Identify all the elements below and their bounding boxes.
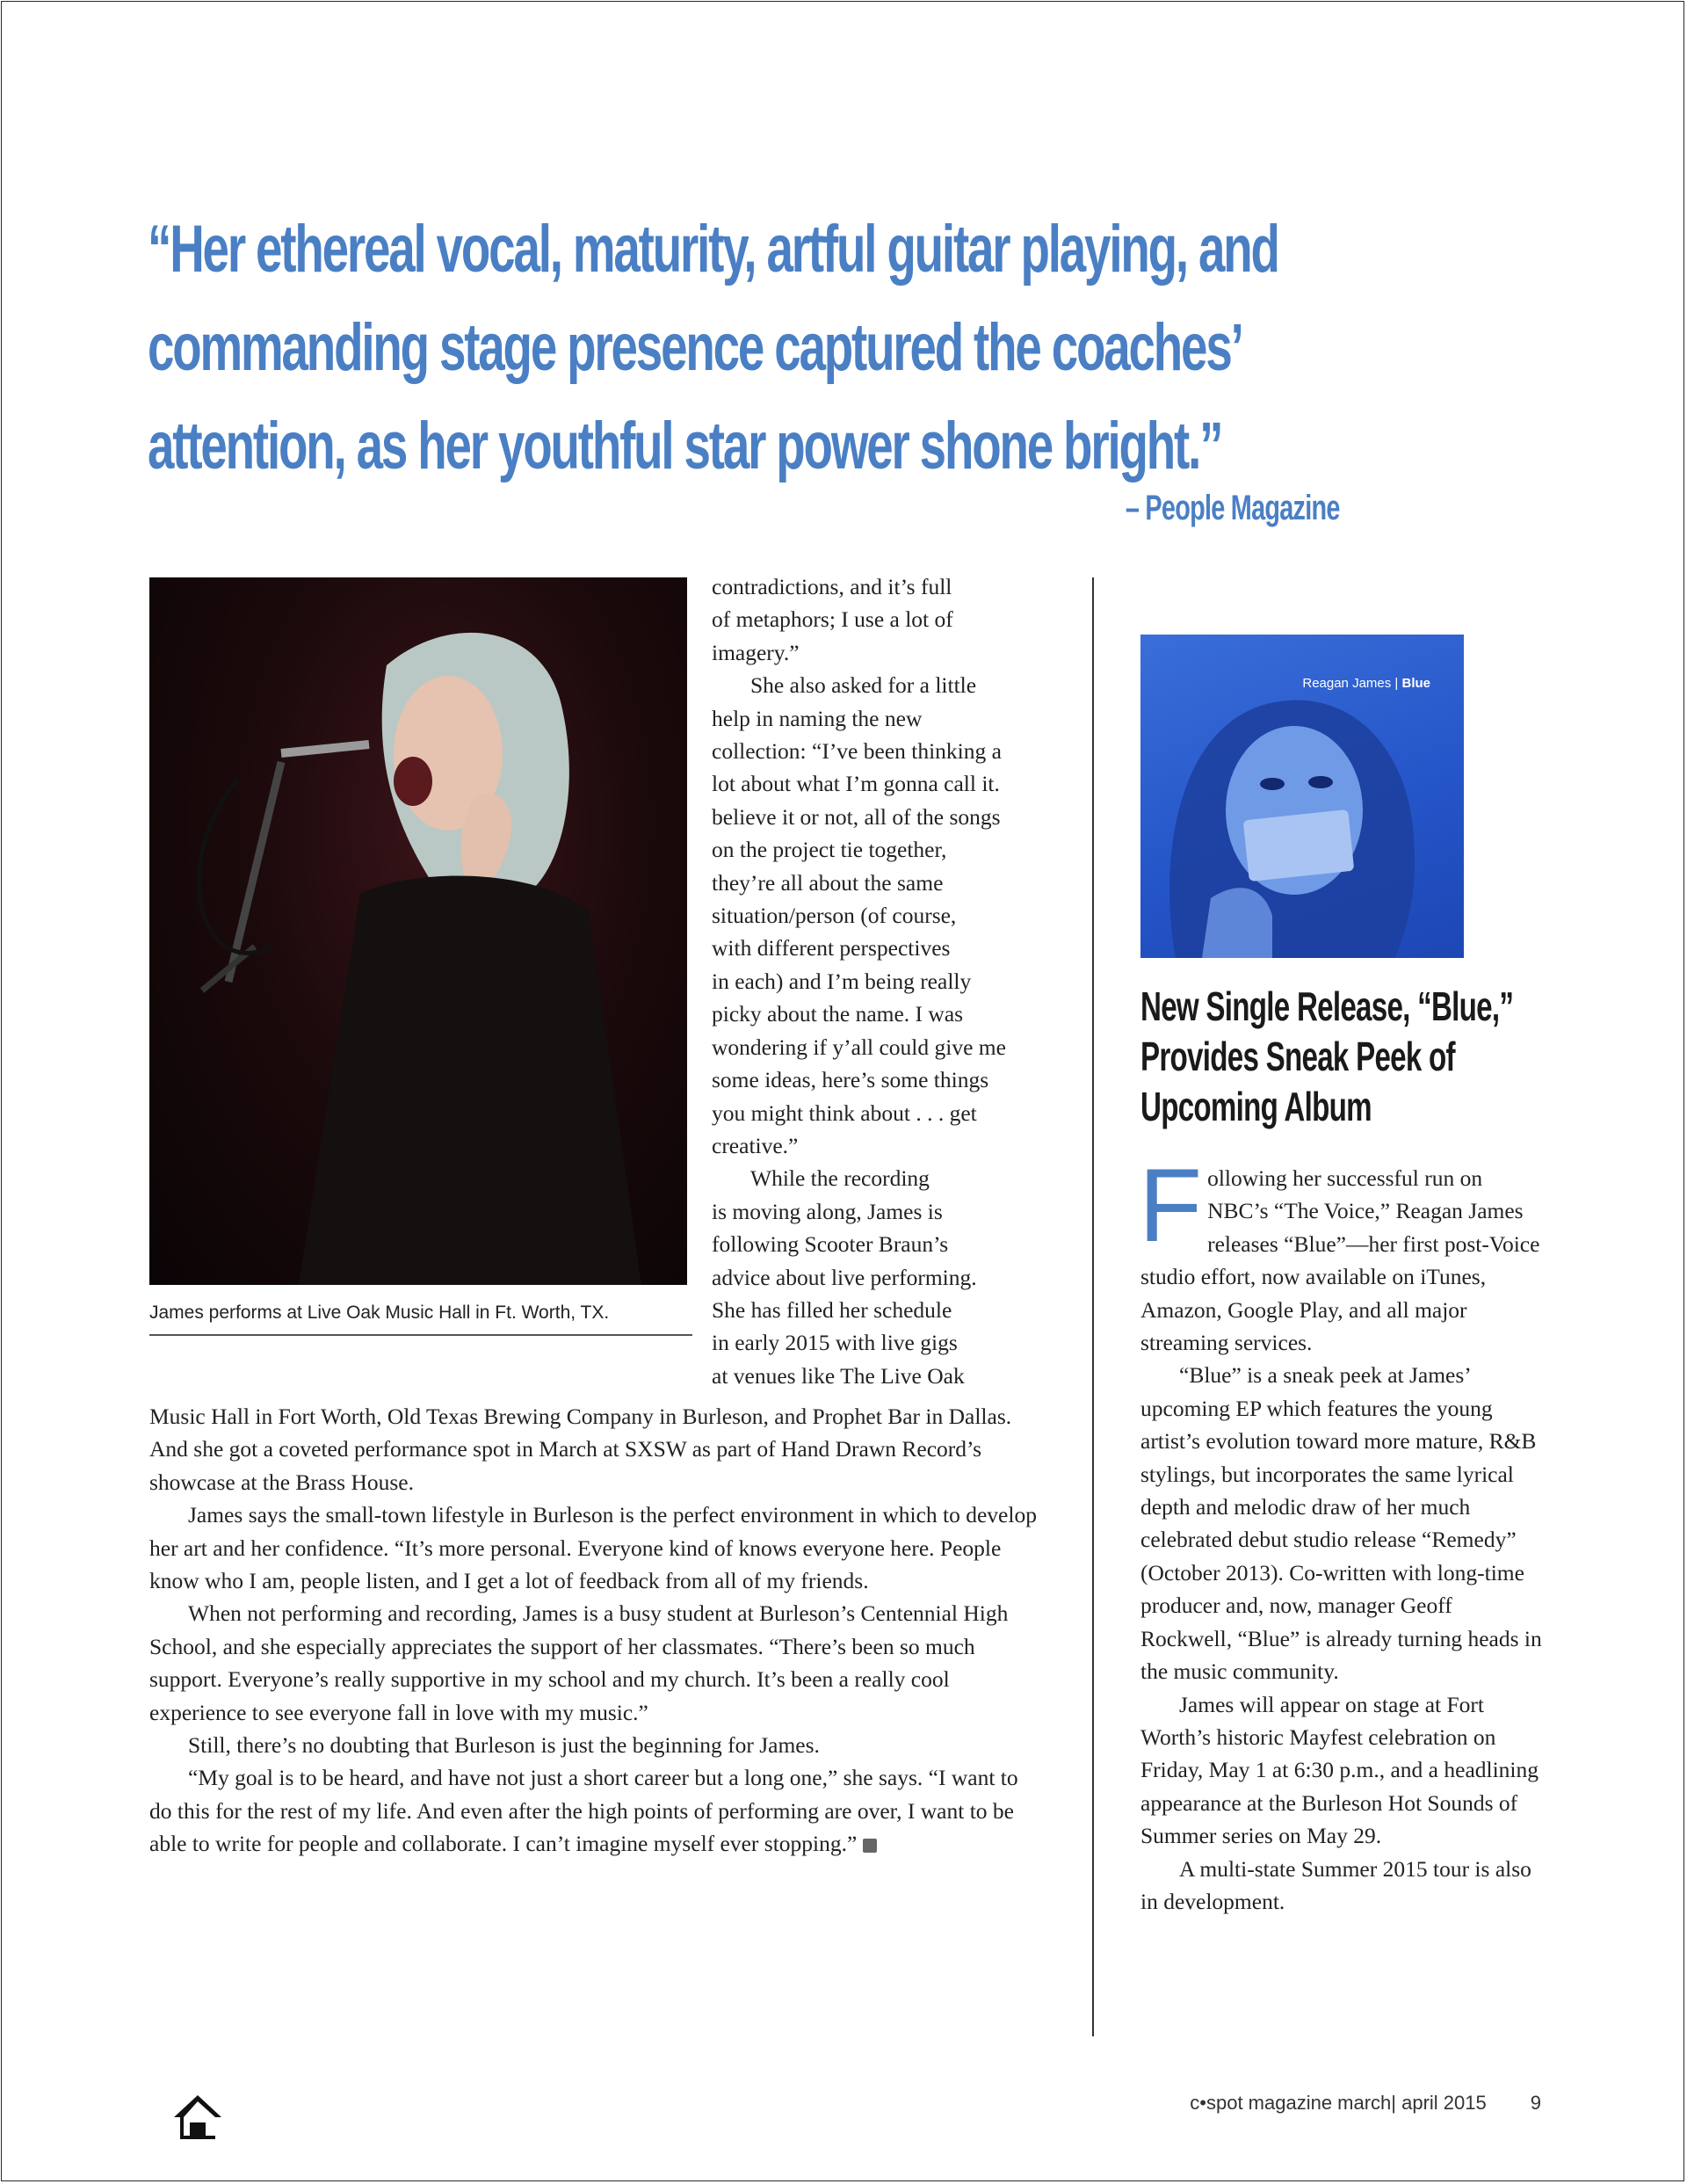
article-line: with different perspectives <box>712 935 951 961</box>
article-line: contradictions, and it’s full <box>712 574 952 599</box>
article-line: at venues like The Live Oak <box>712 1362 965 1389</box>
article-paragraph: Music Hall in Fort Worth, Old Texas Brewing Company in Burleson, and Prophet Bar in Dallas. And she got a coveted performance spot in March at SXSW as part of Hand Drawn Record’s showcase at the Brass House. <box>149 1404 1012 1495</box>
end-mark-icon: C <box>863 1839 877 1853</box>
article-wide-column <box>149 1400 1046 1861</box>
article-paragraph: James says the small-town lifestyle in Burleson is the perfect environment in which to develop her art and her confidence. “It’s more personal. Everyone kind of knows everyone here. People know who I am, people listen, and I get a lot of feedback from all of my friends. <box>149 1502 1037 1594</box>
sidebar-headline <box>1140 982 1514 1132</box>
sidebar-paragraph-text: ollowing her successful run on NBC’s “The Voice,” Reagan James releases “Blue”—her first post-Voice studio effort, now available on iTunes, Amazon, Google Play, and all major streaming services. <box>1140 1165 1540 1356</box>
article-line: believe it or not, all of the songs <box>712 803 1001 830</box>
article-paragraph-last <box>149 1761 1046 1860</box>
article-line: on the project tie together, <box>712 837 947 863</box>
singer-illustration <box>149 577 687 1285</box>
article-line: wondering if y’all could give me <box>712 1034 1006 1060</box>
article-line: creative.” <box>712 1132 799 1158</box>
drop-cap: F <box>1139 1148 1203 1264</box>
home-icon[interactable] <box>172 2093 223 2142</box>
article-line: advice about live performing. <box>712 1264 977 1290</box>
page-footer <box>1190 2092 1541 2115</box>
article-line: help in naming the new <box>712 705 923 731</box>
article-line: lot about what I’m gonna call it. <box>712 771 1000 797</box>
article-line: is moving along, James is <box>712 1198 943 1224</box>
pull-quote-line: “Her ethereal vocal, maturity, artful guitar playing, and <box>148 212 1278 287</box>
article-line: some ideas, here’s some things <box>712 1067 989 1093</box>
article-line: you might think about . . . get <box>712 1099 977 1126</box>
article-line: in early 2015 with live gigs <box>712 1330 958 1356</box>
performance-photo <box>149 577 687 1285</box>
article-line: in each) and I’m being really <box>712 968 972 994</box>
album-label <box>1302 676 1430 691</box>
article-line: She also asked for a little <box>750 672 977 699</box>
album-cover <box>1140 635 1464 958</box>
article-line: they’re all about the same <box>712 869 944 896</box>
footer-magazine: c•spot magazine march| april 2015 <box>1190 2092 1487 2114</box>
pull-quote-line: commanding stage presence captured the coaches’ <box>148 310 1242 385</box>
photo-caption: James performs at Live Oak Music Hall in Ft. Worth, TX. <box>149 1302 692 1336</box>
page-number: 9 <box>1530 2092 1541 2114</box>
article-line: situation/person (of course, <box>712 903 957 929</box>
pull-quote-attribution: – People Magazine <box>1126 489 1340 527</box>
article-line: following Scooter Braun’s <box>712 1231 949 1258</box>
sidebar-headline-line: Upcoming Album <box>1140 1084 1372 1129</box>
article-line: She has filled her schedule <box>712 1296 952 1323</box>
sidebar-paragraph: James will appear on stage at Fort Worth’s historic Mayfest celebration on Friday, May 1 at 6:30 p.m., and a headlining appearance at the Burleson Hot Sounds of Summer series on May 29. <box>1140 1691 1539 1849</box>
sidebar-paragraph: A multi-state Summer 2015 tour is also in development. <box>1140 1855 1531 1914</box>
article-narrow-column <box>712 570 1046 1392</box>
album-artist: Reagan James | <box>1302 676 1402 691</box>
sidebar-body <box>1139 1148 1545 1918</box>
article-line: of metaphors; I use a lot of <box>712 606 953 633</box>
sidebar-paragraph <box>1139 1148 1545 1359</box>
article-line: picky about the name. I was <box>712 1001 964 1027</box>
article-line: While the recording <box>750 1165 930 1192</box>
pull-quote <box>148 200 1278 496</box>
article-closing-text: “My goal is to be heard, and have not just a short career but a long one,” she says. “I want to do this for the rest of my life. And even after the high points of performing are over, I want to be able to write for people and collaborate. I can’t imagine myself ever stopping.” <box>149 1765 1018 1857</box>
sidebar-headline-line: Provides Sneak Peek of <box>1140 1034 1455 1079</box>
column-divider <box>1092 577 1094 2036</box>
article-paragraph: Still, there’s no doubting that Burleson is just the beginning for James. <box>188 1732 820 1759</box>
article-line: collection: “I’ve been thinking a <box>712 738 1002 765</box>
article-paragraph: When not performing and recording, James is a busy student at Burleson’s Centennial High School, and she especially appreciates the support of her classmates. “There’s been so much support. Everyone’s really supportive in my school and my church. It’s been a really cool experience to see everyone fall in love with my music.” <box>149 1600 1009 1725</box>
album-title: Blue <box>1401 676 1430 691</box>
sidebar-paragraph: “Blue” is a sneak peek at James’ upcoming EP which features the young artist’s evolution toward more mature, R&B stylings, but incorporates the same lyrical depth and melodic draw of her much celebrated debut studio release “Remedy” (October 2013). Co-written with long-time producer and, now, manager Geoff Rockwell, “Blue” is already turning heads in the music community. <box>1140 1362 1542 1685</box>
pull-quote-line: attention, as her youthful star power shone bright.” <box>148 409 1222 483</box>
sidebar-headline-line: New Single Release, “Blue,” <box>1140 983 1514 1029</box>
article-line: imagery.” <box>712 639 800 665</box>
